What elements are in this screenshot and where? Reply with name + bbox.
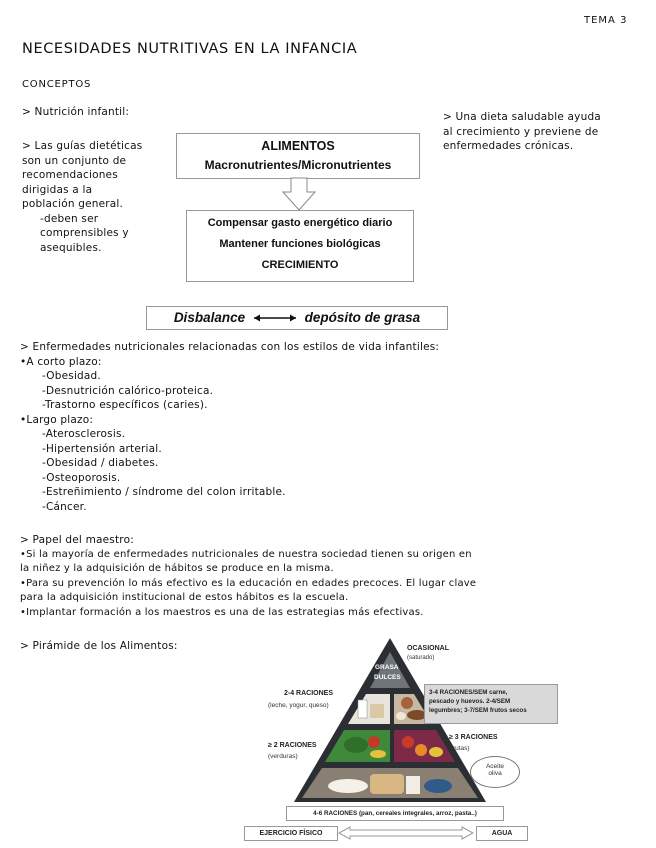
- list-item: -Trastorno específicos (caries).: [42, 399, 208, 411]
- saturado-label: (saturado): [407, 655, 435, 661]
- nutricion-heading: > Nutrición infantil:: [22, 106, 130, 118]
- note-line: al crecimiento y previene de: [443, 125, 599, 138]
- note-line: enfermedades crónicas.: [443, 140, 574, 152]
- list-item: -Osteoporosis.: [42, 471, 121, 484]
- piramide-heading: > Pirámide de los Alimentos:: [20, 640, 178, 652]
- disbalance-label: Disbalance: [173, 310, 246, 325]
- proteinas-line: legumbres; 3-7/SEM frutos secos: [429, 707, 527, 714]
- funcion-line: Compensar gasto energético diario: [207, 217, 393, 229]
- disbalance-box: [146, 306, 448, 330]
- note-line: > Las guías dietéticas: [22, 140, 143, 152]
- enfermedades-heading: > Enfermedades nutricionales relacionadas con los estilos de vida infantiles:: [20, 341, 440, 353]
- ocasional-label: OCASIONAL: [407, 645, 449, 652]
- funcion-line: Mantener funciones biológicas: [219, 238, 381, 250]
- list-item: -Cáncer.: [42, 500, 87, 513]
- note-line: asequibles.: [40, 241, 102, 254]
- verduras-detalle: (verduras): [268, 753, 298, 760]
- right-notes: [443, 110, 601, 154]
- papel-heading: > Papel del maestro:: [20, 534, 134, 546]
- macro-micro-label: Macronutrientes/Micronutrientes: [204, 158, 392, 172]
- down-arrow-icon: [282, 177, 316, 211]
- double-arrow-icon: [253, 313, 297, 323]
- grasa-label: GRASA: [375, 664, 399, 671]
- page-title: NECESIDADES NUTRITIVAS EN LA INFANCIA: [22, 41, 358, 57]
- double-arrow-icon: [338, 826, 474, 840]
- note-line: población general.: [22, 198, 124, 210]
- papel-section: [20, 533, 476, 620]
- note-line: son un conjunto de: [22, 154, 127, 167]
- agua-box: AGUA: [476, 826, 528, 841]
- funciones-box: [186, 210, 414, 282]
- left-notes: [22, 139, 142, 255]
- ejercicio-box: EJERCICIO FÍSICO: [244, 826, 338, 841]
- list-item: -Obesidad / diabetes.: [42, 457, 159, 469]
- aceite-label: Aceite: [485, 763, 505, 770]
- note-line: > Una dieta saludable ayuda: [443, 111, 601, 123]
- note-line: recomendaciones: [22, 169, 118, 181]
- proteinas-box: [424, 684, 558, 724]
- enfermedades-section: [20, 340, 439, 514]
- frutas-detalle: (frutas): [449, 745, 470, 752]
- frutas-raciones: ≥ 3 RACIONES: [449, 734, 498, 741]
- oliva-label: oliva: [488, 770, 502, 777]
- tema-label: TEMA 3: [584, 15, 628, 26]
- list-item: -Estreñimiento / síndrome del colon irritable.: [42, 486, 286, 498]
- aceite-oval: [470, 756, 520, 788]
- list-item: -Obesidad.: [42, 370, 101, 382]
- list-item: -Aterosclerosis.: [42, 428, 126, 440]
- note-line: dirigidas a la: [22, 183, 93, 196]
- proteinas-line: 3-4 RACIONES/SEM carne,: [429, 689, 508, 696]
- lacteos-raciones: 2-4 RACIONES: [284, 690, 334, 697]
- note-line: -deben ser: [40, 212, 99, 225]
- list-item: -Desnutrición calórico-proteica.: [42, 384, 214, 397]
- section-conceptos: CONCEPTOS: [22, 79, 92, 90]
- largo-plazo-label: •Largo plazo:: [20, 413, 94, 426]
- dulces-label: DULCES: [374, 674, 401, 681]
- papel-line: para la adquisición institucional de estos hábitos es la escuela.: [20, 592, 349, 603]
- crecimiento-label: CRECIMIENTO: [261, 259, 339, 271]
- alimentos-title: ALIMENTOS: [261, 139, 335, 153]
- note-line: comprensibles y: [40, 227, 129, 239]
- papel-line: •Si la mayoría de enfermedades nutricionales de nuestra sociedad tienen su origen en: [20, 548, 472, 560]
- papel-line: la niñez y la adquisición de hábitos se produce en la misma.: [20, 563, 334, 574]
- corto-plazo-label: •A corto plazo:: [20, 355, 102, 368]
- alimentos-box: [176, 133, 420, 179]
- papel-line: •Implantar formación a los maestros es una de las estrategias más efectivas.: [20, 606, 424, 618]
- cereales-box: 4-6 RACIONES (pan, cereales integrales, arroz, pasta..): [286, 806, 504, 821]
- papel-line: •Para su prevención lo más efectivo es la educación en edades precoces. El lugar clave: [20, 577, 477, 589]
- lacteos-detalle: (leche, yogur, queso): [268, 702, 329, 709]
- list-item: -Hipertensión arterial.: [42, 442, 162, 455]
- proteinas-line: pescado y huevos. 2-4/SEM: [429, 698, 511, 705]
- deposito-label: depósito de grasa: [304, 310, 421, 325]
- verduras-raciones: ≥ 2 RACIONES: [268, 742, 317, 749]
